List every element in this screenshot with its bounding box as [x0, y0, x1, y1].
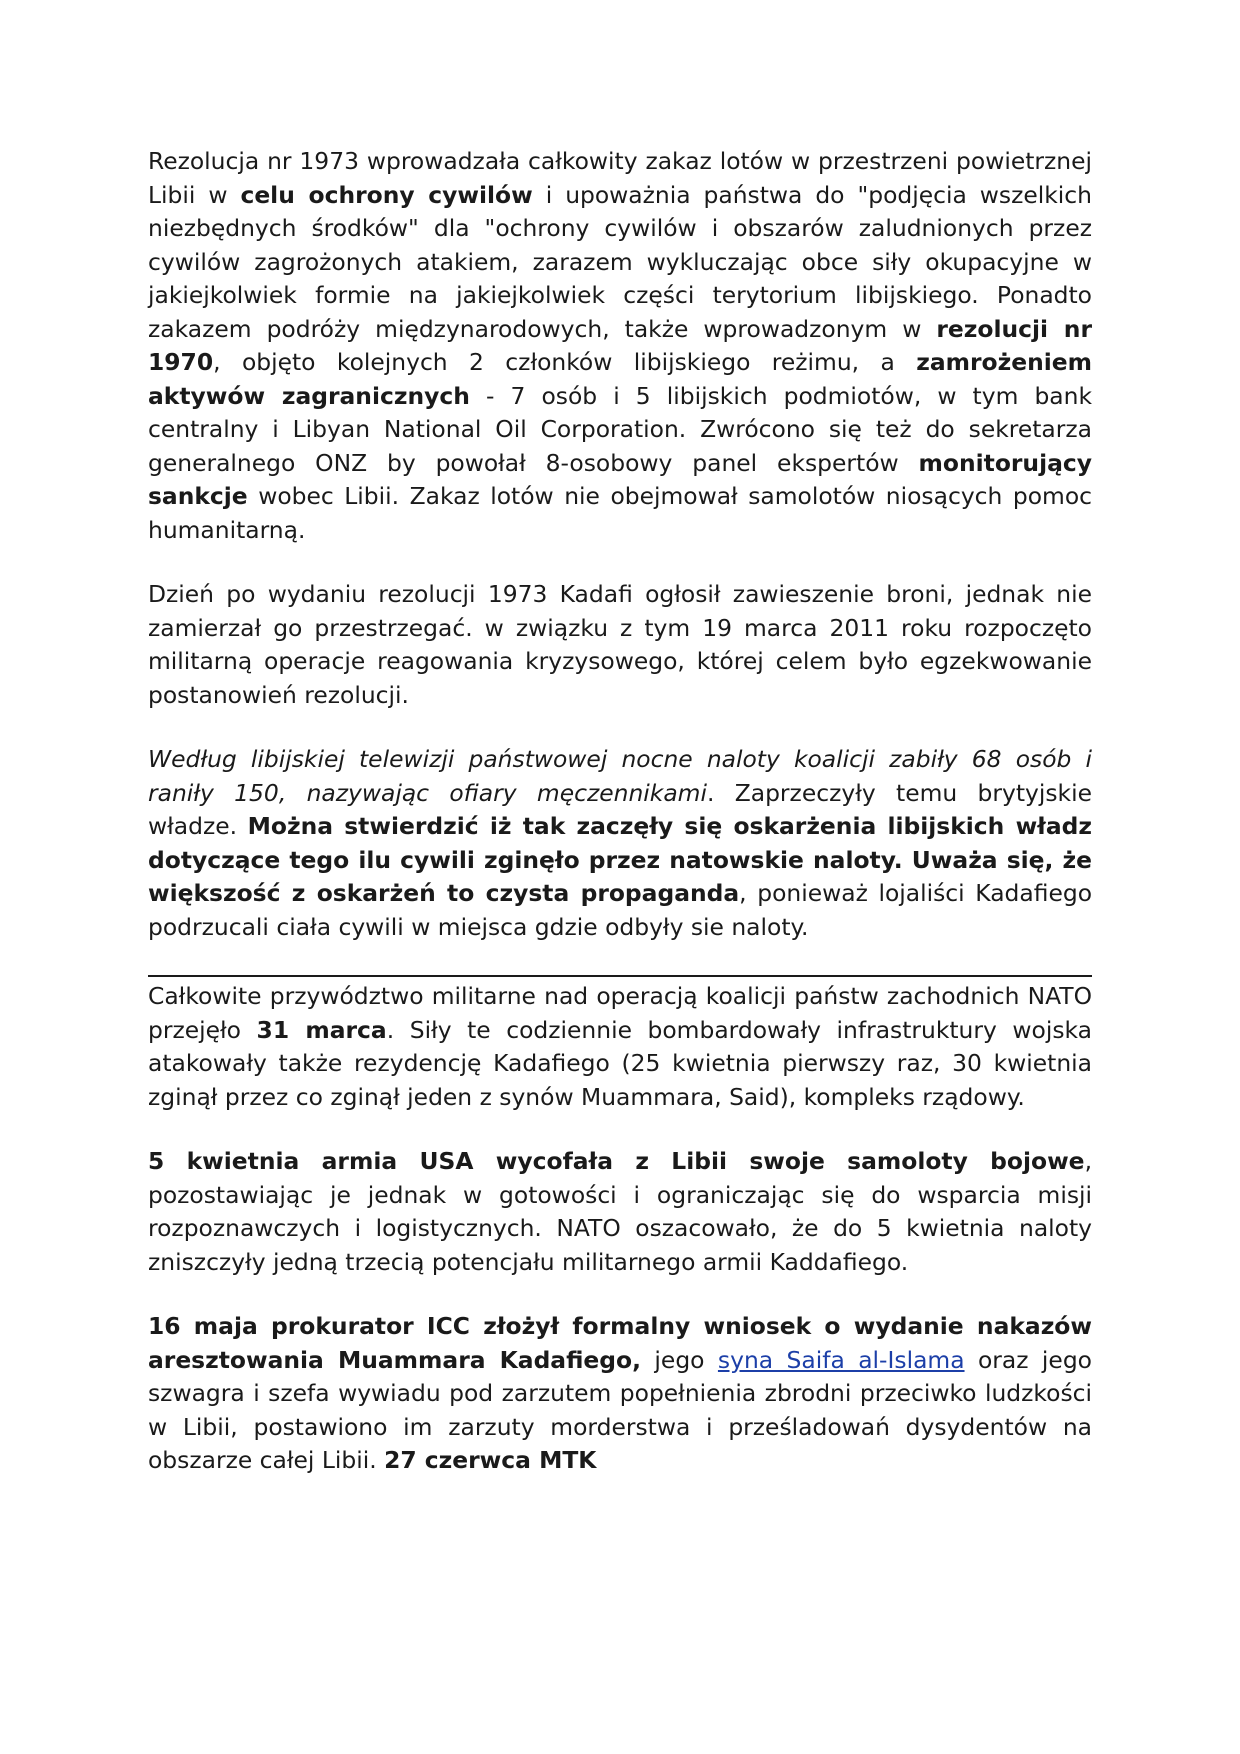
bold-phrase: zamrożeniem aktywów zagranicznych: [148, 348, 1092, 410]
link-saif-al-islam[interactable]: syna Saifa al-Islama: [717, 1345, 965, 1374]
bold-phrase: 5 kwietnia armia USA wycofała z Libii swoje samoloty bojowe: [148, 1147, 1085, 1175]
text-run: , objęto kolejnych 2 członków libijskiego reżimu, a: [213, 348, 917, 376]
bold-phrase: 27 czerwca MTK: [384, 1446, 597, 1474]
document-page: [148, 145, 1092, 1478]
text-run: jego: [641, 1345, 718, 1374]
text-run: . Siły te codziennie bombardowały infrastruktury wojska atakowały także rezydencję Kadafiego (25 kwietnia pierwszy raz, 30 kwietnia zginął przez co zginął jeden z synów Muammara, Said), kompleks rządowy.: [148, 1015, 1092, 1111]
paragraph-icc-warrants: [148, 1310, 1092, 1478]
bold-phrase: monitorujący sankcje: [148, 448, 1092, 510]
bold-phrase: 16 maja prokurator ICC złożył formalny wniosek o wydanie nakazów aresztowania Muammara Kadafiego,: [148, 1312, 1092, 1374]
italic-phrase: Według libijskiej telewizji państwowej nocne naloty koalicji zabiły 68 osób i raniły 150, nazywając ofiary męczennikami: [148, 745, 1092, 807]
text-run: . Zaprzeczyły temu brytyjskie władze.: [148, 778, 1092, 840]
horizontal-rule: [148, 975, 1092, 977]
paragraph-ceasefire: [148, 578, 1092, 712]
text-run: Dzień po wydaniu rezolucji 1973 Kadafi ogłosił zawieszenie broni, jednak nie zamierzał go przestrzegać. w związku z tym 19 marca 2011 roku rozpoczęto militarną operacje reagowania kryzysowego, której celem było egzekwowanie postanowień rezolucji.: [148, 580, 1092, 709]
bold-phrase: rezolucji nr 1970: [148, 314, 1092, 376]
text-run: Całkowite przywództwo militarne nad operacją koalicji państw zachodnich NATO przejęło: [148, 982, 1092, 1044]
bold-phrase: Można stwierdzić iż tak zaczęły się oskarżenia libijskich władz dotyczące tego ilu cywili zginęło przez natowskie naloty. Uważa się, że większość z oskarżeń to czysta propaganda: [148, 812, 1092, 907]
text-run: - 7 osób i 5 libijskich podmiotów, w tym bank centralny i Libyan National Oil Corporation. Zwrócono się też do sekretarza generalnego ONZ by powołał 8-osobowy panel ekspertów: [148, 381, 1092, 477]
paragraph-civilian-casualties: [148, 743, 1092, 944]
paragraph-usa-withdrawal: [148, 1145, 1092, 1279]
paragraph-resolution-1973: [148, 145, 1092, 547]
text-run: oraz jego szwagra i szefa wywiadu pod zarzutem popełnienia zbrodni przeciwko ludzkości w Libii, postawiono im zarzuty morderstwa i prześladowań dysydentów na obszarze całej Libii.: [148, 1345, 1092, 1474]
bold-phrase: celu ochrony cywilów: [240, 180, 533, 209]
text-run: , pozostawiając je jednak w gotowości i ograniczając się do wsparcia misji rozpoznawczych i logistycznych. NATO oszacowało, że do 5 kwietnia naloty zniszczyły jedną trzecią potencjału militarnego armii Kaddafiego.: [148, 1147, 1092, 1276]
paragraph-nato-command: [148, 980, 1092, 1114]
text-run: wobec Libii. Zakaz lotów nie obejmował samolotów niosących pomoc humanitarną.: [148, 482, 1092, 544]
bold-phrase: 31 marca: [256, 1015, 387, 1044]
text-run: i upoważnia państwa do "podjęcia wszelkich niezbędnych środków" dla "ochrony cywilów i obszarów zaludnionych przez cywilów zagrożonych atakiem, zarazem wykluczając obce siły okupacyjne w jakiejkolwiek formie na jakiejkolwiek części terytorium libijskiego. Ponadto zakazem podróży międzynarodowych, także wprowadzonym w: [148, 180, 1092, 343]
text-run: , ponieważ lojaliści Kadafiego podrzucali ciała cywili w miejsca gdzie odbyły sie naloty.: [148, 879, 1093, 941]
text-run: Rezolucja nr 1973 wprowadzała całkowity zakaz lotów w przestrzeni powietrznej Libii w: [148, 147, 1092, 209]
